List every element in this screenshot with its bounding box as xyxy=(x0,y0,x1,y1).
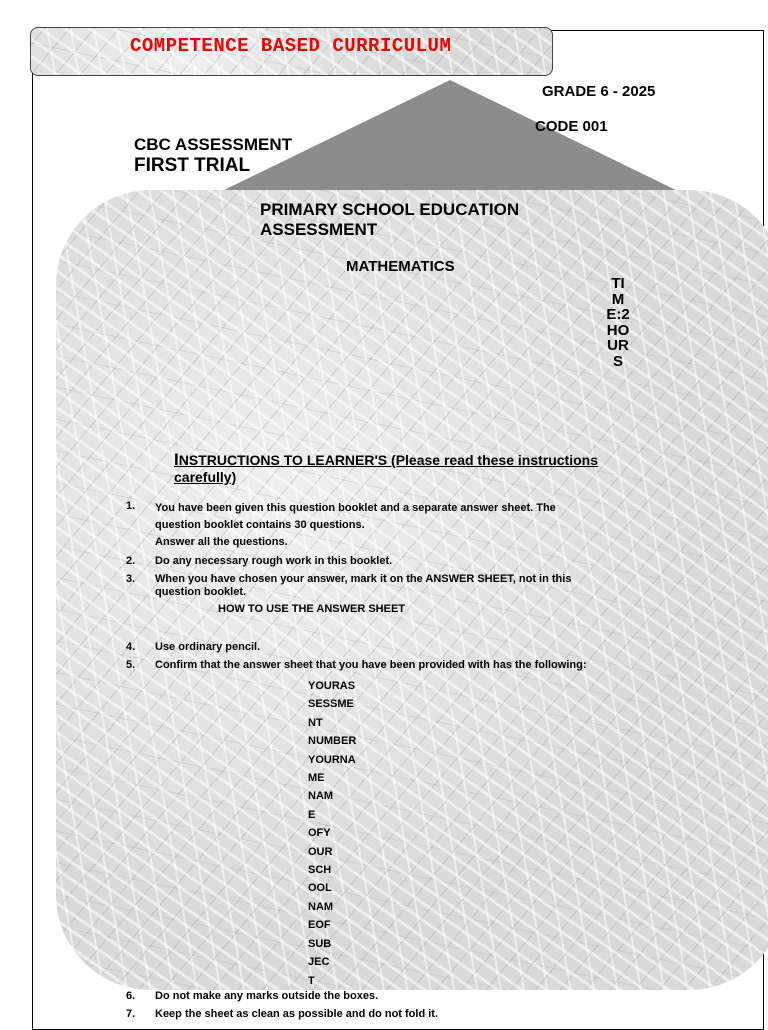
checklist-line: OFY xyxy=(308,827,331,840)
checklist-line: YOURAS xyxy=(308,680,356,692)
trial-label: FIRST TRIAL xyxy=(134,155,251,176)
subject-title: MATHEMATICS xyxy=(346,258,455,275)
instruction-item: Do any necessary rough work in this booklet. xyxy=(155,555,393,567)
instruction-item: Confirm that the answer sheet that you have been provided with has the following: xyxy=(155,659,587,671)
checklist-line: SESSME xyxy=(308,698,354,711)
instruction-item: Answer all the questions. xyxy=(155,536,288,548)
instruction-item: Do not make any marks outside the boxes. xyxy=(155,990,379,1002)
grade-label: GRADE 6 - 2025 xyxy=(542,83,656,100)
checklist-line: NAM xyxy=(308,790,334,803)
checklist-line: YOURNA xyxy=(308,753,356,766)
checklist-line: NAM xyxy=(308,900,334,913)
answer-sheet-heading: HOW TO USE THE ANSWER SHEET xyxy=(218,603,406,615)
item-number: 6. xyxy=(126,990,136,1002)
item-number: 4. xyxy=(126,641,136,653)
instructions-heading-text: NSTRUCTIONS TO LEARNER'S (Please read these instructions carefully) xyxy=(174,452,599,485)
checklist-line: EOF xyxy=(308,919,331,932)
checklist-line: T xyxy=(308,974,315,987)
item-number: 7. xyxy=(126,1008,136,1020)
instructions-heading xyxy=(174,451,634,486)
item-number: 2. xyxy=(126,555,136,567)
checklist-line: OUR xyxy=(308,845,333,858)
checklist-line: E xyxy=(308,808,316,821)
item-number: 1. xyxy=(126,500,136,512)
checklist-line: SCH xyxy=(308,864,332,877)
checklist-line: NT xyxy=(308,716,323,729)
checklist-line: SUB xyxy=(308,937,332,950)
time-allowed: TIME:2HOURS xyxy=(606,275,630,370)
checklist-line: OOL xyxy=(308,882,332,895)
assessment-label: CBC ASSESSMENT xyxy=(134,135,293,154)
checklist-line: NUMBER xyxy=(308,735,357,748)
instruction-item: Keep the sheet as clean as possible and do not fold it. xyxy=(155,1008,439,1020)
checklist-line: ME xyxy=(308,772,325,785)
instruction-item: When you have chosen your answer, mark it on the ANSWER SHEET, not in this question booklet. xyxy=(155,573,572,598)
item-number: 5. xyxy=(126,659,136,671)
item-number: 3. xyxy=(126,573,136,585)
answer-sheet-checklist xyxy=(308,677,368,990)
code-label: CODE 001 xyxy=(535,118,608,135)
banner-title: COMPETENCE BASED CURRICULUM xyxy=(130,35,452,57)
instruction-item: You have been given this question booklet and a separate answer sheet. The question booklet contains 30 questions. xyxy=(155,502,556,531)
checklist-line: JEC xyxy=(308,956,330,969)
instructions-heading-initial: I xyxy=(174,450,179,469)
exam-heading: PRIMARY SCHOOL EDUCATION ASSESSMENT xyxy=(260,200,520,239)
instruction-item: Use ordinary pencil. xyxy=(155,641,261,653)
